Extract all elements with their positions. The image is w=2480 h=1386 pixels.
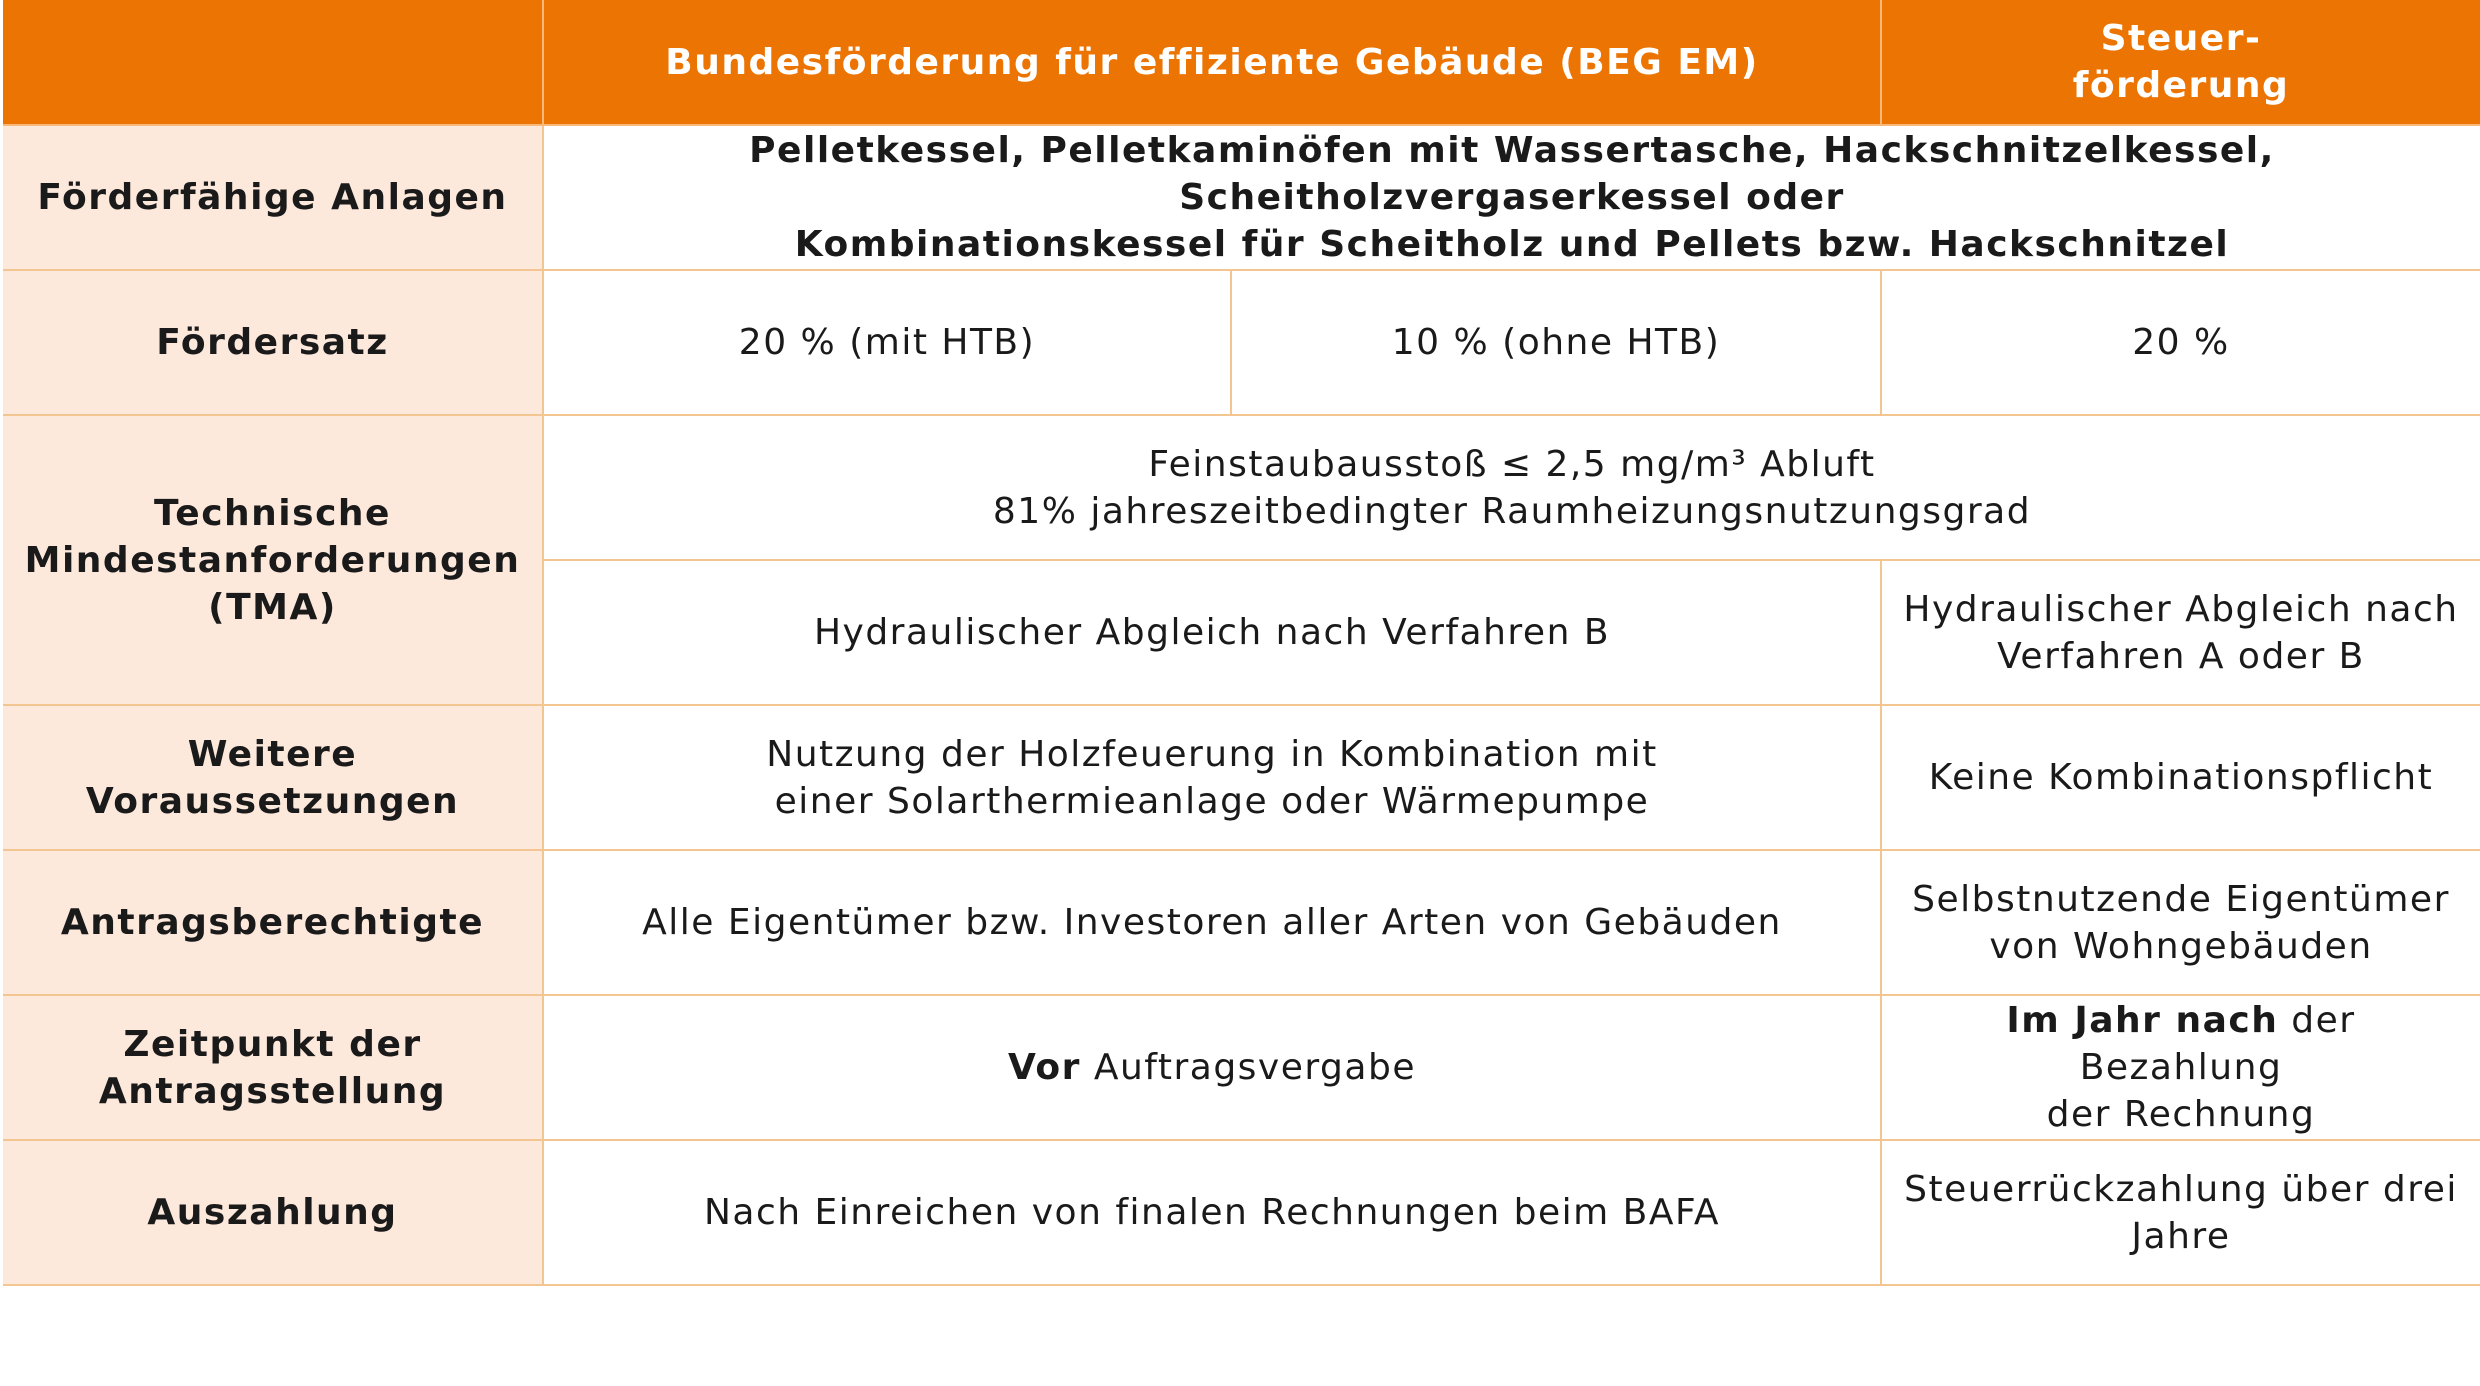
cell-foerdersatz-ohne-htb: 10 % (ohne HTB): [1231, 270, 1881, 415]
row-label-zeitpunkt: Zeitpunkt der Antragsstellung: [3, 995, 543, 1140]
row-weitere-voraussetzungen: [3, 705, 2480, 850]
header-steuerfoerderung: Steuer- förderung: [1881, 0, 2480, 125]
row-tma-shared: [3, 415, 2480, 560]
row-label-anlagen: Förderfähige Anlagen: [3, 125, 543, 270]
cell-foerdersatz-steuer: 20 %: [1881, 270, 2480, 415]
cell-weitere-beg: Nutzung der Holzfeuerung in Kombination mit einer Solarthermieanlage oder Wärmepumpe: [543, 705, 1881, 850]
cell-foerdersatz-mit-htb: 20 % (mit HTB): [543, 270, 1231, 415]
row-auszahlung: [3, 1140, 2480, 1285]
row-label-tma: Technische Mindestanforderungen (TMA): [3, 415, 543, 705]
cell-anlagen: Pelletkessel, Pelletkaminöfen mit Wassertasche, Hackschnitzelkessel, Scheitholzvergaserkessel oder Kombinationskessel für Scheitholz und Pellets bzw. Hackschnitzel: [543, 125, 2480, 270]
header-beg: Bundesförderung für effiziente Gebäude (BEG EM): [543, 0, 1881, 125]
cell-tma-beg: Hydraulischer Abgleich nach Verfahren B: [543, 560, 1881, 705]
row-label-foerdersatz: Fördersatz: [3, 270, 543, 415]
row-zeitpunkt: [3, 995, 2480, 1140]
row-label-auszahlung: Auszahlung: [3, 1140, 543, 1285]
cell-tma-shared: Feinstaubausstoß ≤ 2,5 mg/m³ Abluft 81% jahreszeitbedingter Raumheizungsnutzungsgrad: [543, 415, 2480, 560]
cell-weitere-steuer: Keine Kombinationspflicht: [1881, 705, 2480, 850]
row-antragsberechtigte: [3, 850, 2480, 995]
row-foerderfaehige-anlagen: [3, 125, 2480, 270]
foerder-comparison-table: [3, 0, 2480, 1286]
cell-zeitpunkt-steuer: Im Jahr nach der Bezahlung der Rechnung: [1881, 995, 2480, 1140]
row-label-antrag: Antragsberechtigte: [3, 850, 543, 995]
cell-antrag-steuer: Selbstnutzende Eigentümer von Wohngebäuden: [1881, 850, 2480, 995]
cell-antrag-beg: Alle Eigentümer bzw. Investoren aller Arten von Gebäuden: [543, 850, 1881, 995]
row-label-weitere: Weitere Voraussetzungen: [3, 705, 543, 850]
cell-auszahlung-steuer: Steuerrückzahlung über drei Jahre: [1881, 1140, 2480, 1285]
table-header-row: [3, 0, 2480, 125]
header-corner-cell: [3, 0, 543, 125]
cell-zeitpunkt-beg: Vor Auftragsvergabe: [543, 995, 1881, 1140]
cell-tma-steuer: Hydraulischer Abgleich nach Verfahren A oder B: [1881, 560, 2480, 705]
cell-auszahlung-beg: Nach Einreichen von finalen Rechnungen beim BAFA: [543, 1140, 1881, 1285]
row-foerdersatz: [3, 270, 2480, 415]
